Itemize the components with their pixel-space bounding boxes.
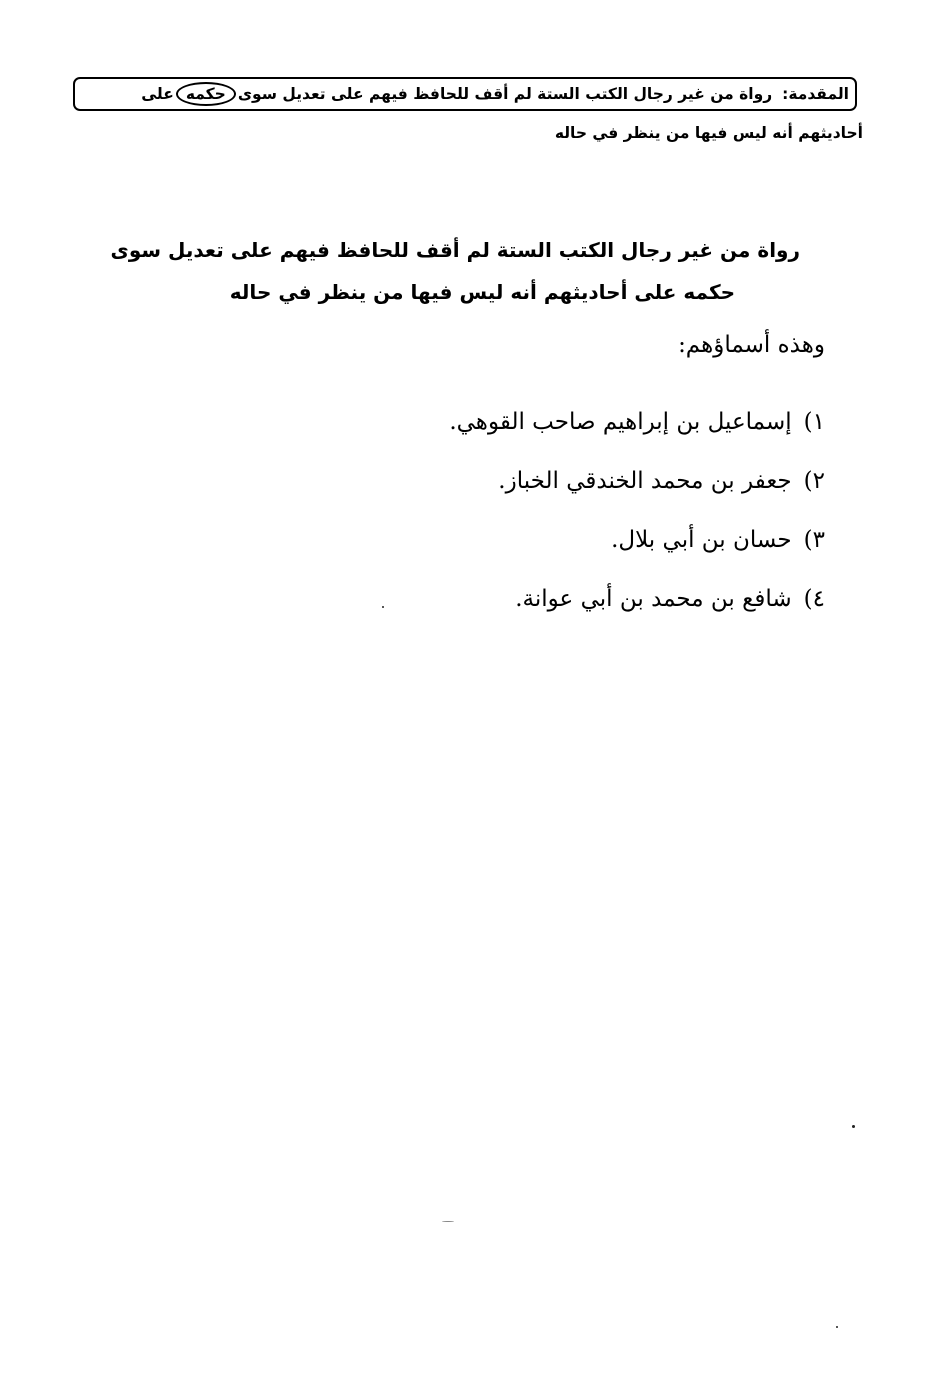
list-intro: وهذه أسماؤهم: bbox=[678, 332, 825, 358]
list-item-text: حسان بن أبي بلال. bbox=[611, 526, 792, 553]
header-text-after: على bbox=[141, 85, 174, 103]
header-text: رواة من غير رجال الكتب الستة لم أقف للحافظ فيهم على تعديل سوى bbox=[237, 85, 773, 103]
list-item-text: جعفر بن محمد الخندقي الخباز. bbox=[498, 467, 792, 494]
list-item-number: ٤) bbox=[803, 585, 825, 612]
scan-speck bbox=[442, 1221, 454, 1222]
header-circled-word: حكمه bbox=[176, 82, 236, 106]
list-item bbox=[449, 569, 825, 628]
section-title-line-1: رواة من غير رجال الكتب الستة لم أقف للحافظ فيهم على تعديل سوى bbox=[110, 238, 800, 262]
list-item-number: ١) bbox=[803, 408, 825, 435]
scan-speck bbox=[836, 1326, 838, 1328]
list-item-text: إسماعيل بن إبراهيم صاحب القوهي. bbox=[449, 408, 792, 435]
header-continuation: أحاديثهم أنه ليس فيها من ينظر في حاله bbox=[554, 124, 863, 142]
list-item-number: ٣) bbox=[803, 526, 825, 553]
list-item bbox=[449, 451, 825, 510]
scan-speck bbox=[852, 1125, 855, 1128]
header-label: المقدمة: bbox=[782, 85, 849, 103]
list-item-number: ٢) bbox=[803, 467, 825, 494]
section-title-line-2: حكمه على أحاديثهم أنه ليس فيها من ينظر في حاله bbox=[229, 280, 735, 304]
list-item-text: شافع بن محمد بن أبي عوانة. bbox=[515, 585, 792, 612]
list-item bbox=[449, 510, 825, 569]
list-item bbox=[449, 392, 825, 451]
running-header-box bbox=[73, 77, 857, 111]
narrator-list bbox=[449, 392, 825, 628]
scan-speck bbox=[382, 606, 384, 608]
